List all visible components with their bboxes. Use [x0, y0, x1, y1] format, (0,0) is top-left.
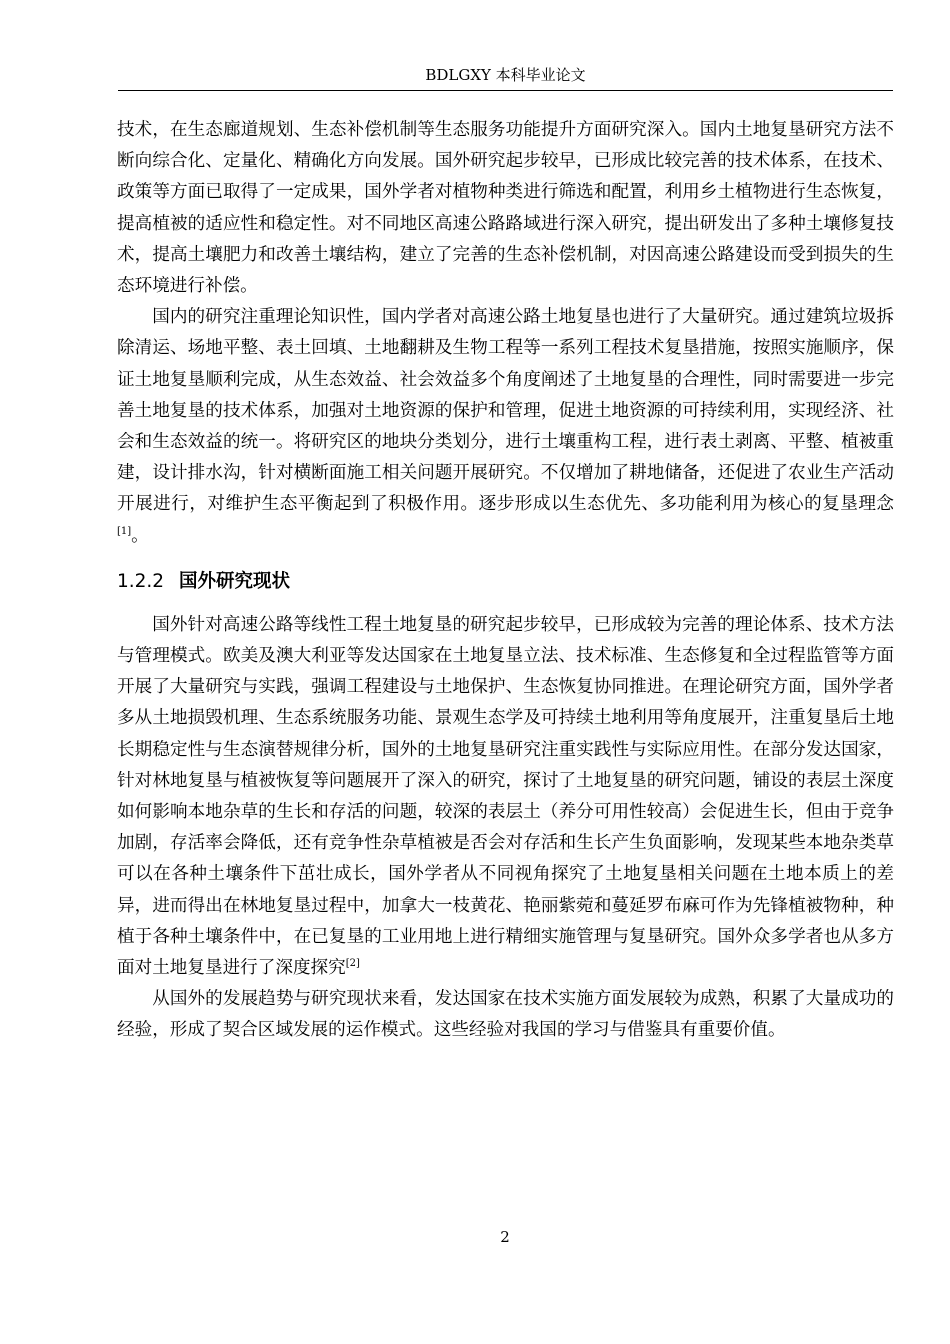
paragraph-domestic-research — [117, 302, 894, 552]
paragraph-text: 国外针对高速公路等线性工程土地复垦的研究起步较早，已形成较为完善的理论体系、技术方法与管理模式。欧美及澳大利亚等发达国家在土地复垦立法、技术标准、生态修复和全过程监管等方面开展了大量研究与实践，强调工程建设与土地保护、生态恢复协同推进。在理论研究方面，国外学者多从土地损毁机理、生态系统服务功能、景观生态学及可持续土地利用等角度展开，注重复垦后土地长期稳定性与生态演替规律分析，国外的土地复垦研究注重实践性与实际应用性。在部分发达国家，针对林地复垦与植被恢复等问题展开了深入的研究，探讨了土地复垦的研究问题，铺设的表层土深度如何影响本地杂草的生长和存活的问题，较深的表层土（养分可用性较高）会促进生长，但由于竞争加剧，存活率会降低，还有竞争性杂草植被是否会对存活和生长产生负面影响，发现某些本地杂类草可以在各种土壤条件下茁壮成长，国外学者从不同视角探究了土地复垦相关问题在土地本质上的差异，进而得出在林地复垦过程中，加拿大一枝黄花、艳丽紫菀和蔓延罗布麻可作为先锋植被物种，种植于各种土壤条件中，在已复垦的工业用地上进行精细实施管理与复垦研究。国外众多学者也从多方面对土地复垦进行了深度探究 — [117, 614, 894, 979]
section-number: 1.2.2 — [117, 570, 165, 592]
citation-1: [1] — [117, 525, 132, 537]
paragraph-conclusion: 从国外的发展趋势与研究现状来看，发达国家在技术实施方面发展较为成熟，积累了大量成功的经验，形成了契合区域发展的运作模式。这些经验对我国的学习与借鉴具有重要价值。 — [117, 989, 894, 1041]
paragraph-foreign-research — [117, 610, 894, 984]
document-body — [117, 115, 894, 1047]
running-header: BDLGXY 本科毕业论文 — [425, 66, 586, 84]
page-number: 2 — [500, 1228, 510, 1246]
section-heading — [117, 566, 894, 598]
citation-2: [2] — [345, 958, 360, 970]
paragraph-end-punct: 。 — [131, 525, 149, 546]
header-rule — [118, 90, 893, 91]
paragraph-continued: 技术，在生态廊道规划、生态补偿机制等生态服务功能提升方面研究深入。国内土地复垦研究方法不断向综合化、定量化、精确化方向发展。国外研究起步较早，已形成比较完善的技术体系，在技术、政策等方面已取得了一定成果，国外学者对植物种类进行筛选和配置，利用乡土植物进行生态恢复，提高植被的适应性和稳定性。对不同地区高速公路路域进行深入研究，提出研发出了多种土壤修复技术，提高土壤肥力和改善土壤结构，建立了完善的生态补偿机制，对因高速公路建设而受到损失的生态环境进行补偿。 — [117, 120, 894, 297]
paragraph-text: 国内的研究注重理论知识性，国内学者对高速公路土地复垦也进行了大量研究。通过建筑垃圾拆除清运、场地平整、表土回填、土地翻耕及生物工程等一系列工程技术复垦措施，按照实施顺序，保证土地复垦顺利完成，从生态效益、社会效益多个角度阐述了土地复垦的合理性，同时需要进一步完善土地复垦的技术体系，加强对土地资源的保护和管理，促进土地资源的可持续利用，实现经济、社会和生态效益的统一。将研究区的地块分类划分，进行土壤重构工程，进行表土剥离、平整、植被重建，设计排水沟，针对横断面施工相关问题开展研究。不仅增加了耕地储备，还促进了农业生产活动开展进行，对维护生态平衡起到了积极作用。逐步形成以生态优先、多功能利用为核心的复垦理念 — [117, 307, 894, 515]
section-title: 国外研究现状 — [179, 570, 291, 592]
